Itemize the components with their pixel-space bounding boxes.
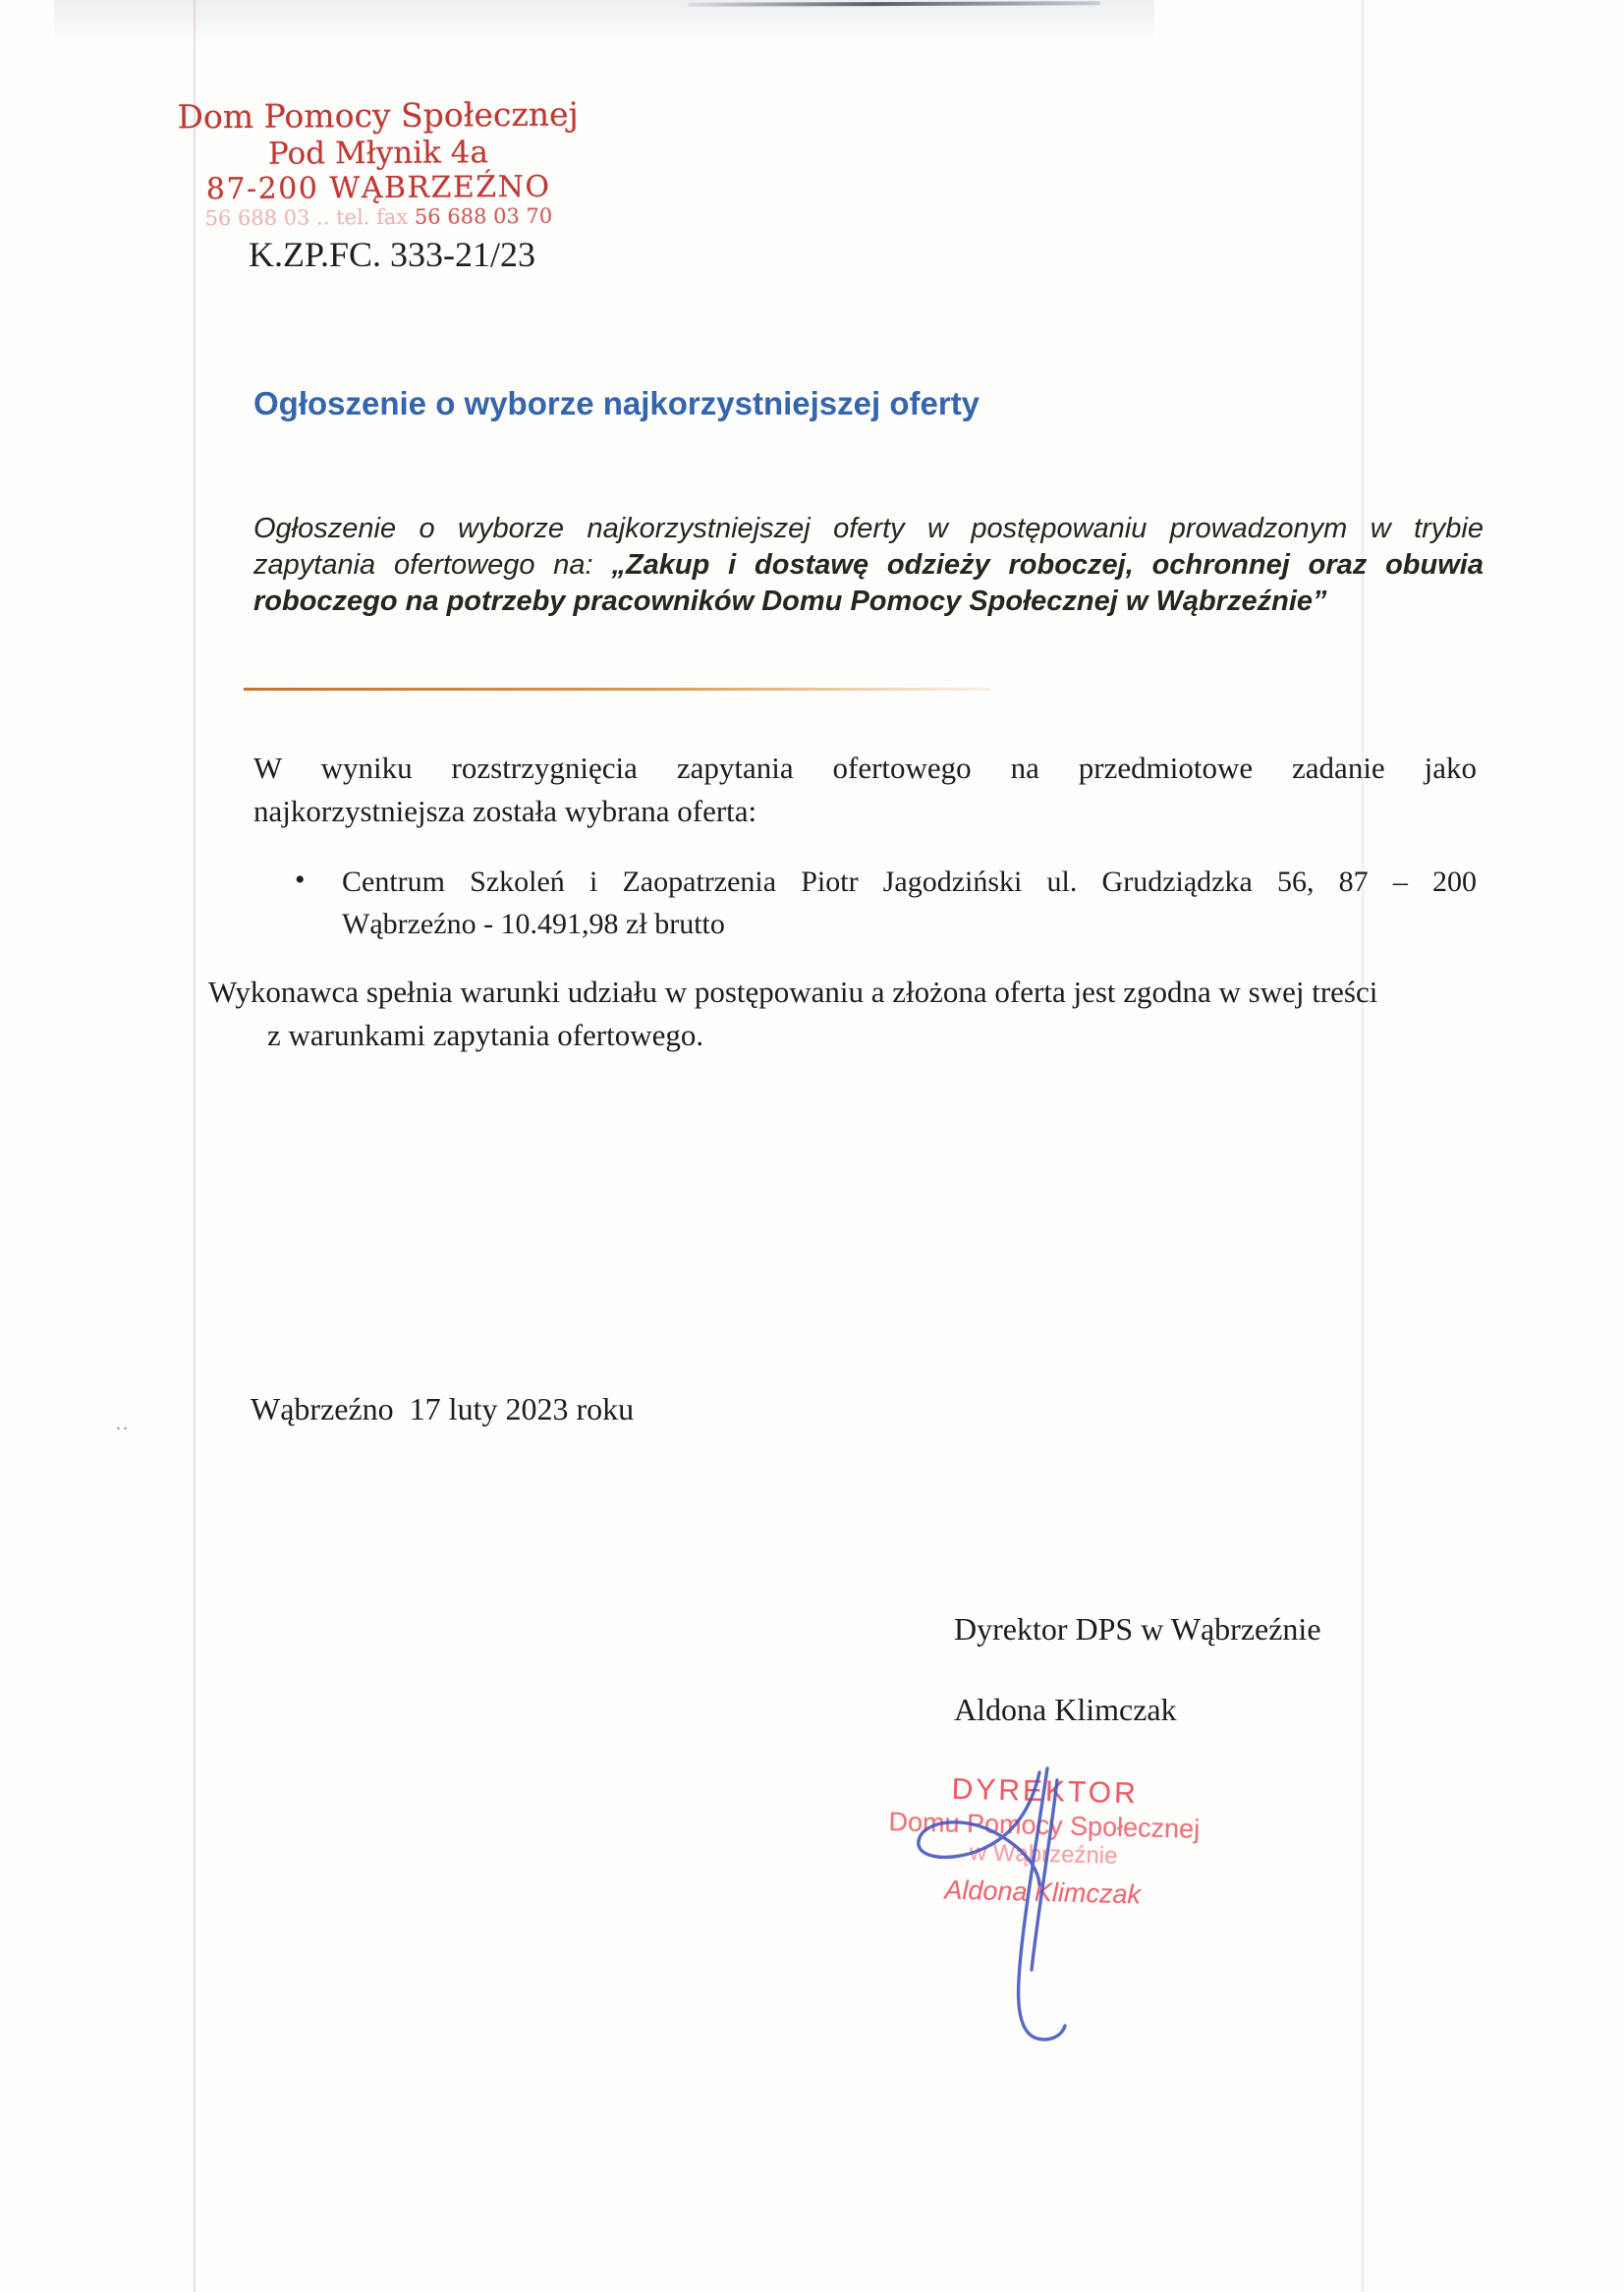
phone-clear-part: 56 688 03 70 bbox=[408, 203, 553, 229]
institution-phone bbox=[138, 203, 619, 231]
winner-line-1: Centrum Szkoleń i Zaopatrzenia Piotr Jagodziński ul. Grudziądzka 56, 87 – 200 bbox=[342, 866, 1477, 898]
scan-dots-artifact: .. bbox=[116, 1413, 130, 1434]
case-reference-number: K.ZP.FC. 333-21/23 bbox=[249, 235, 536, 274]
compliance-line-2: z warunkami zapytania ofertowego. bbox=[267, 1018, 704, 1052]
director-stamp-role: DYREKTOR bbox=[951, 1772, 1140, 1811]
result-paragraph bbox=[253, 747, 1477, 833]
scan-left-edge-line bbox=[194, 0, 196, 2292]
result-line-2: najkorzystniejsza została wybrana oferta: bbox=[253, 794, 757, 828]
result-line-1: W wyniku rozstrzygnięcia zapytania ofertowego na przedmiotowe zadanie jako bbox=[253, 751, 1477, 785]
signature-strokes bbox=[919, 1768, 1065, 2040]
divider-line bbox=[244, 688, 990, 691]
scan-right-fold-line bbox=[1362, 0, 1364, 2292]
intro-paragraph bbox=[253, 511, 1484, 620]
place-and-date: Wąbrzeźno 17 luty 2023 roku bbox=[251, 1391, 635, 1426]
director-stamp-institution: Domu Pomocy Społecznej bbox=[888, 1807, 1201, 1844]
handwritten-signature bbox=[865, 1759, 1199, 2053]
signatory-name: Aldona Klimczak bbox=[954, 1692, 1177, 1727]
intro-line-1: Ogłoszenie o wyborze najkorzystniejszej oferty w postępowaniu prowadzonym w trybie bbox=[253, 513, 1484, 544]
intro-line-2-bold: „Zakup i dostawę odzieży roboczej, ochronnej oraz obuwia bbox=[611, 549, 1484, 581]
director-stamp-name: Aldona Klimczak bbox=[944, 1874, 1142, 1910]
phone-faded-part: 56 688 03 .. tel. fax bbox=[204, 204, 409, 231]
institution-stamp bbox=[138, 94, 620, 231]
winner-line-2: Wąbrzeźno - 10.491,98 zł brutto bbox=[342, 908, 725, 940]
institution-city: 87-200 WĄBRZEŹNO bbox=[205, 169, 551, 207]
intro-line-2 bbox=[253, 547, 1484, 584]
bullet-icon: • bbox=[295, 864, 306, 896]
signatory-title: Dyrektor DPS w Wąbrzeźnie bbox=[954, 1611, 1321, 1647]
page-title: Ogłoszenie o wyborze najkorzystniejszej oferty bbox=[253, 385, 980, 421]
institution-name: Dom Pomocy Społecznej bbox=[177, 94, 579, 137]
compliance-line-1: Wykonawca spełnia warunki udziału w postępowaniu a złożona oferta jest zgodna w swej treści bbox=[208, 975, 1378, 1009]
director-stamp-city: w Wąbrzeźnie bbox=[969, 1839, 1118, 1870]
institution-street: Pod Młynik 4a bbox=[267, 135, 489, 172]
intro-line-3: roboczego na potrzeby pracowników Domu Pomocy Społecznej w Wąbrzeźnie” bbox=[253, 586, 1327, 617]
winner-text bbox=[342, 861, 1477, 945]
intro-line-2-normal: zapytania ofertowego na: bbox=[253, 549, 612, 581]
scan-smudge-top bbox=[54, 0, 1154, 43]
compliance-paragraph bbox=[208, 971, 1505, 1057]
winner-list-item bbox=[295, 861, 1484, 945]
